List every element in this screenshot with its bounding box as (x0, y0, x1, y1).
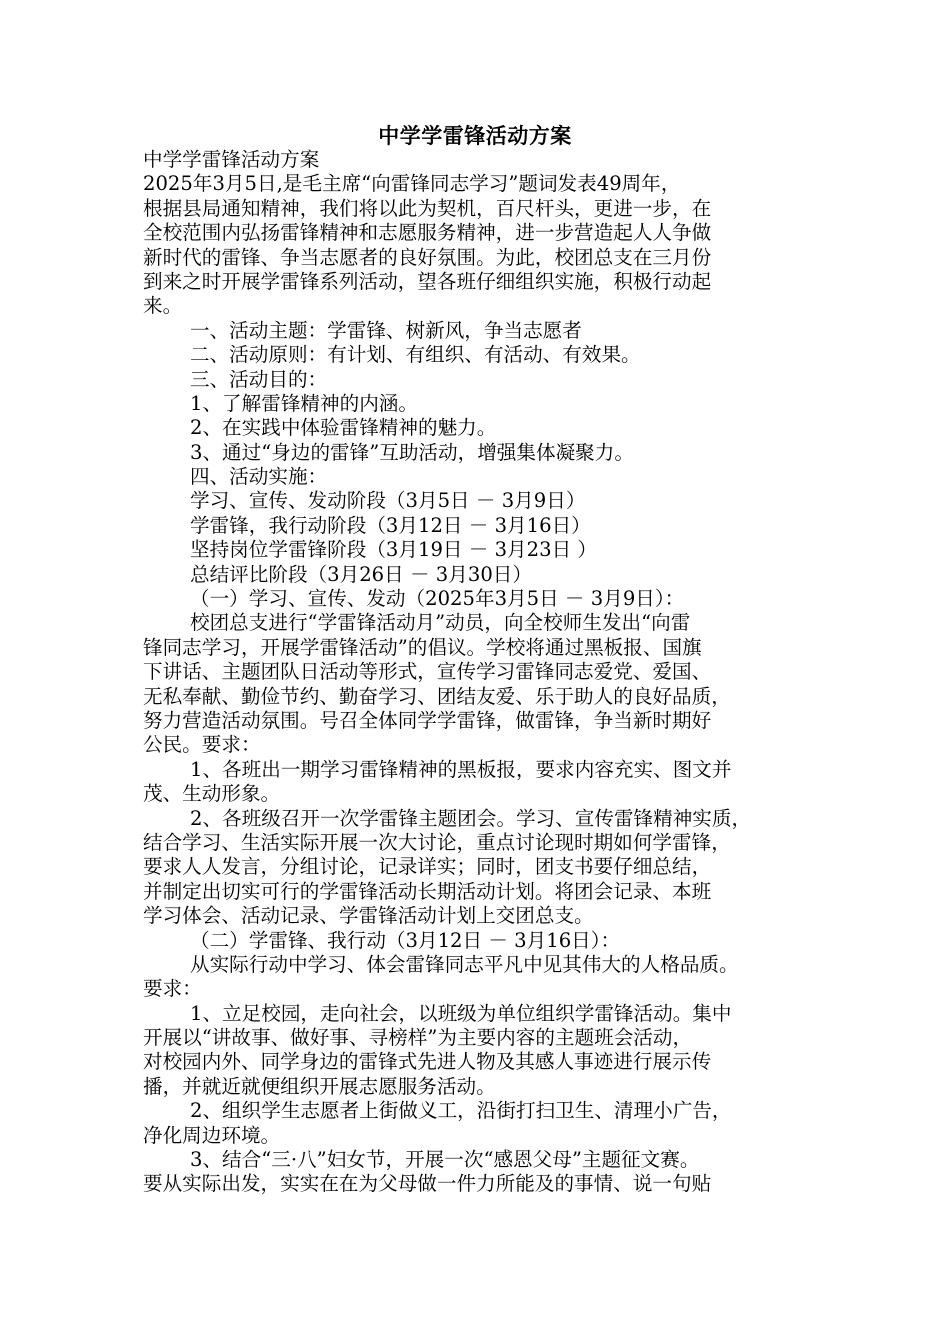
text-line: 2025年3月5日,是毛主席“向雷锋同志学习”题词发表49周年， (143, 172, 681, 196)
text-line: 四、活动实施： (190, 465, 328, 489)
text-line: 2、组织学生志愿者上街做义工，沿街打扫卫生、清理小广告， (190, 1099, 732, 1123)
document-title: 中学学雷锋活动方案 (378, 123, 572, 148)
text-line: 对校园内外、同学身边的雷锋式先进人物及其感人事迹进行展示传 (143, 1050, 712, 1074)
text-line: 要求： (143, 977, 202, 1001)
text-line: 锋同志学习，开展学雷锋活动”的倡议。学校将通过黑板报、国旗 (143, 635, 702, 659)
text-line: 净化周边环境。 (143, 1123, 281, 1147)
text-line: 中学学雷锋活动方案 (143, 148, 320, 171)
text-line: 坚持岗位学雷锋阶段（3月19日 － 3月23日 ） (190, 538, 597, 562)
text-line: 结合学习、生活实际开展一次大讨论，重点讨论现时期如何学雷锋， (143, 830, 731, 854)
text-line: 播，并就近就便组织开展志愿服务活动。 (143, 1074, 496, 1098)
text-line: 来。 (143, 294, 183, 318)
text-line: 要求人人发言，分组讨论，记录详实；同时，团支书要仔细总结， (143, 855, 712, 879)
text-line: 学习体会、活动记录、学雷锋活动计划上交团总支。 (143, 904, 594, 928)
document-body (143, 148, 823, 1197)
text-line: 1、了解雷锋精神的内涵。 (190, 391, 418, 415)
text-line: 到来之时开展学雷锋系列活动，望各班仔细组织实施，积极行动起 (143, 269, 712, 293)
text-line: 一、活动主题：学雷锋、树新风，争当志愿者 (190, 318, 582, 342)
text-line: 从实际行动中学习、体会雷锋同志平凡中见其伟大的人格品质。 (190, 952, 739, 976)
text-line: 要从实际出发，实实在在为父母做一件力所能及的事情、说一句贴 (143, 1172, 712, 1196)
text-line: 下讲话、主题团队日活动等形式，宣传学习雷锋同志爱党、爱国、 (143, 660, 712, 684)
text-line: 并制定出切实可行的学雷锋活动长期活动计划。将团会记录、本班 (143, 879, 712, 903)
text-line: 校团总支进行“学雷锋活动月”动员，向全校师生发出“向雷 (190, 611, 691, 635)
text-line: 2、在实践中体验雷锋精神的魅力。 (190, 416, 497, 440)
text-line: （二）学雷锋、我行动（3月12日 － 3月16日）： (190, 928, 621, 952)
text-line: 总结评比阶段（3月26日 － 3月30日） (190, 562, 532, 586)
text-line: 茂、生动形象。 (143, 782, 281, 806)
text-line: 3、通过“身边的雷锋”互助活动，增强集体凝聚力。 (190, 440, 634, 464)
text-line: 三、活动目的： (190, 367, 328, 391)
text-line: 根据县局通知精神，我们将以此为契机，百尺杆头，更进一步，在 (143, 196, 712, 220)
text-line: 开展以“讲故事、做好事、寻榜样”为主要内容的主题班会活动， (143, 1026, 693, 1050)
text-line: 努力营造活动氛围。号召全体同学学雷锋，做雷锋，争当新时期好 (143, 708, 712, 732)
text-line: 学习、宣传、发动阶段（3月5日 － 3月9日） (190, 489, 586, 513)
text-line: 全校范围内弘扬雷锋精神和志愿服务精神，进一步营造起人人争做 (143, 221, 712, 245)
text-line: （一）学习、宣传、发动（2025年3月5日 － 3月9日）： (190, 587, 685, 611)
text-line: 1、各班出一期学习雷锋精神的黑板报，要求内容充实、图文并 (190, 757, 732, 781)
text-line: 2、各班级召开一次学雷锋主题团会。学习、宣传雷锋精神实质， (190, 806, 752, 830)
text-line: 3、结合“三·八”妇女节，开展一次“感恩父母”主题征文赛。 (190, 1148, 700, 1172)
text-line: 二、活动原则：有计划、有组织、有活动、有效果。 (190, 343, 641, 367)
text-line: 无私奉献、勤俭节约、勤奋学习、团结友爱、乐于助人的良好品质， (143, 684, 731, 708)
text-line: 学雷锋，我行动阶段（3月12日 － 3月16日） (190, 513, 591, 537)
text-line: 新时代的雷锋、争当志愿者的良好氛围。为此，校团总支在三月份 (143, 245, 712, 269)
text-line: 公民。要求： (143, 733, 261, 757)
text-line: 1、立足校园，走向社会，以班级为单位组织学雷锋活动。集中 (190, 1001, 732, 1025)
